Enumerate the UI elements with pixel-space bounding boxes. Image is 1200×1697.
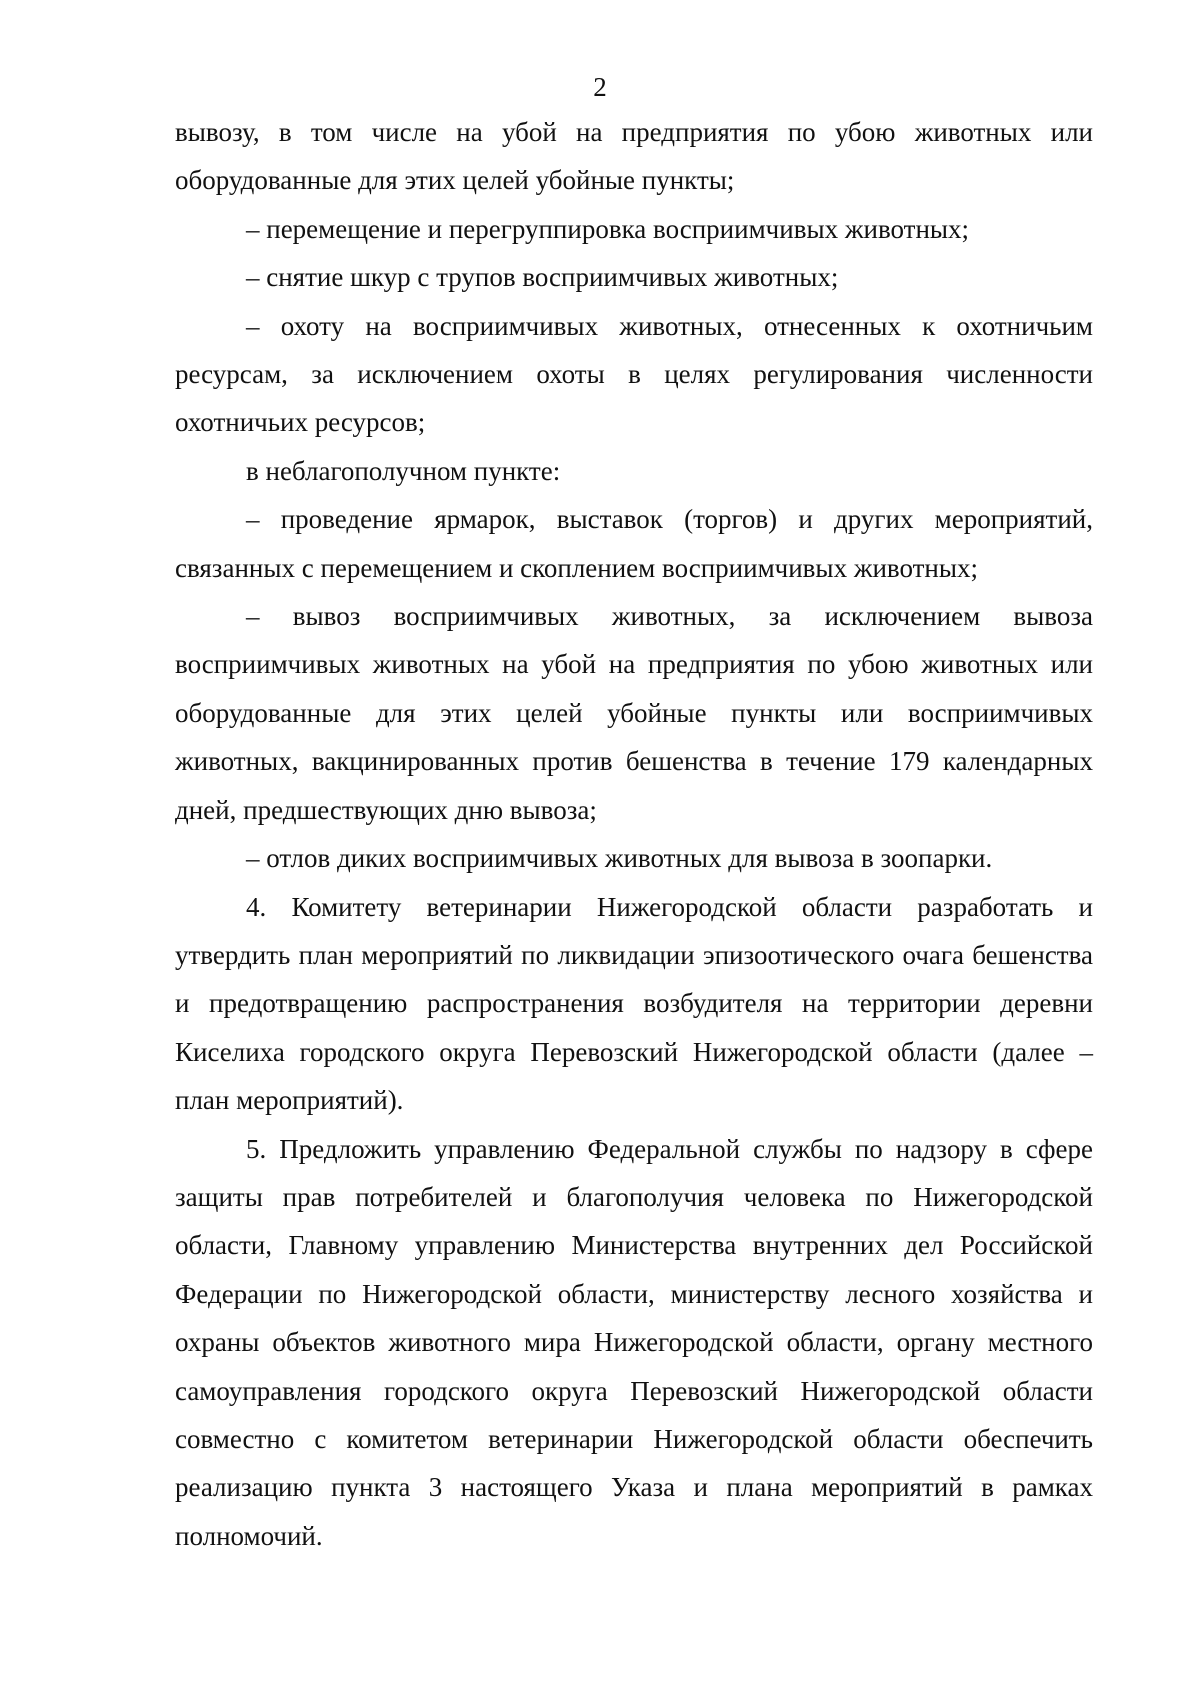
paragraph-item-fairs: – проведение ярмарок, выставок (торгов) и других мероприятий, связанных с перемещением и скоплением восприимчивых животных; — [175, 504, 1093, 583]
paragraph-item-export: – вывоз восприимчивых животных, за исключением вывоза восприимчивых животных на убой на предприятия по убою животных или оборудованные для этих целей убойные пункты или восприимчивых животных, вакцинированных против бешенства в течение 179 календарных дней, предшествующих дню вывоза; — [175, 601, 1093, 825]
paragraph-item-capture: – отлов диких восприимчивых животных для вывоза в зоопарки. — [246, 843, 993, 874]
paragraph-item-relocation: – перемещение и перегруппировка восприимчивых животных; — [246, 213, 970, 244]
paragraph-clause-4: 4. Комитету ветеринарии Нижегородской области разработать и утвердить план мероприятий по ликвидации эпизоотического очага бешенства и предотвращению распространения возбудителя на территории деревни Киселиха городского округа Перевозский Нижегородской области (далее – план мероприятий). — [175, 891, 1093, 1116]
paragraph-subheading-unfavorable-point: в неблагополучном пункте: — [246, 455, 561, 486]
page-number: 2 — [593, 72, 607, 102]
paragraph-clause-5: 5. Предложить управлению Федеральной службы по надзору в сфере защиты прав потребителей и благополучия человека по Нижегородской области, Главному управлению Министерства внутренних дел Российской Федерации по Нижегородской области, министерству лесного хозяйства и охраны объектов животного мира Нижегородской области, органу местного самоуправления городского округа Перевозский Нижегородской области совместно с комитетом ветеринарии Нижегородской области обеспечить реализацию пункта 3 настоящего Указа и плана мероприятий в рамках полномочий. — [175, 1133, 1093, 1551]
paragraph-continuation: вывозу, в том числе на убой на предприятия по убою животных или оборудованные для этих целей убойные пункты; — [175, 117, 1093, 196]
paragraph-item-skinning: – снятие шкур с трупов восприимчивых животных; — [246, 262, 839, 293]
document-body — [175, 108, 1093, 1560]
paragraph-item-hunting: – охоту на восприимчивых животных, отнесенных к охотничьим ресурсам, за исключением охоты в целях регулирования численности охотничьих ресурсов; — [175, 310, 1093, 438]
